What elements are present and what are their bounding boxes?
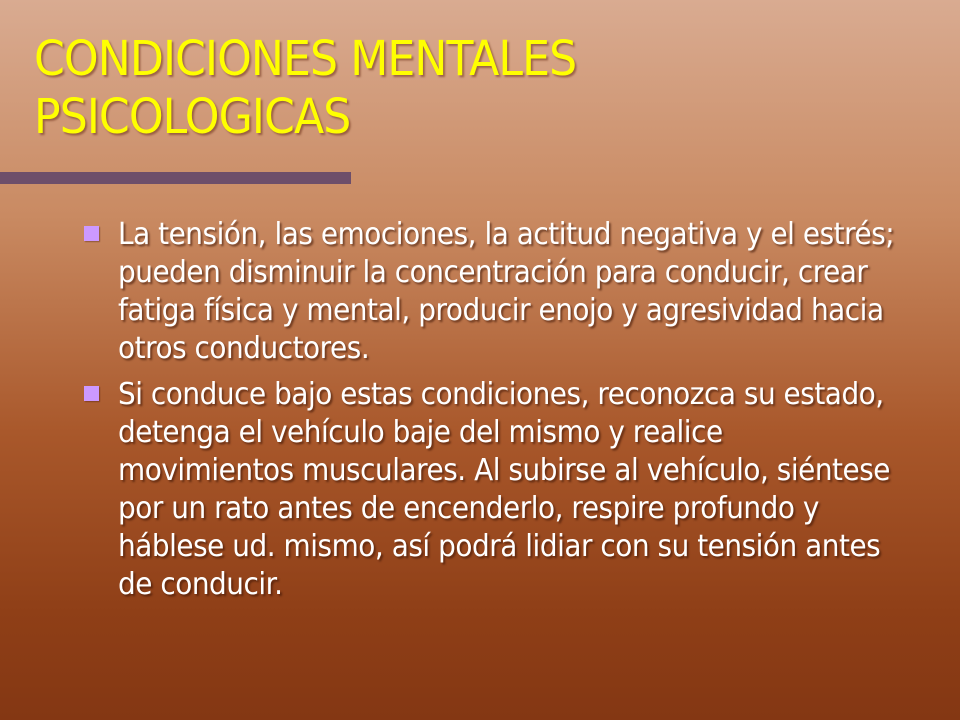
slide-title-line-1: CONDICIONES MENTALES xyxy=(34,31,577,87)
bullet-text: La tensión, las emociones, la actitud negativa y el estrés; pueden disminuir la concentración para conducir, crear fatiga física y mental, producir enojo y agresividad hacia otros conductores. xyxy=(118,217,895,366)
slide-title xyxy=(34,30,862,146)
bullet-text: Si conduce bajo estas condiciones, reconozca su estado, detenga el vehículo baje del mismo y realice movimientos musculares. Al subirse al vehículo, siéntese por un rato antes de encenderlo, respire profundo y háblese ud. mismo, así podrá lidiar con su tensión antes de conducir. xyxy=(118,377,891,602)
bullet-item-advice xyxy=(84,376,894,604)
title-divider xyxy=(0,172,351,184)
square-bullet-icon xyxy=(84,226,99,241)
bullet-item-tension xyxy=(84,216,894,368)
slide-title-line-2: PSICOLOGICAS xyxy=(34,89,351,145)
bullet-list xyxy=(84,216,894,612)
square-bullet-icon xyxy=(84,386,99,401)
